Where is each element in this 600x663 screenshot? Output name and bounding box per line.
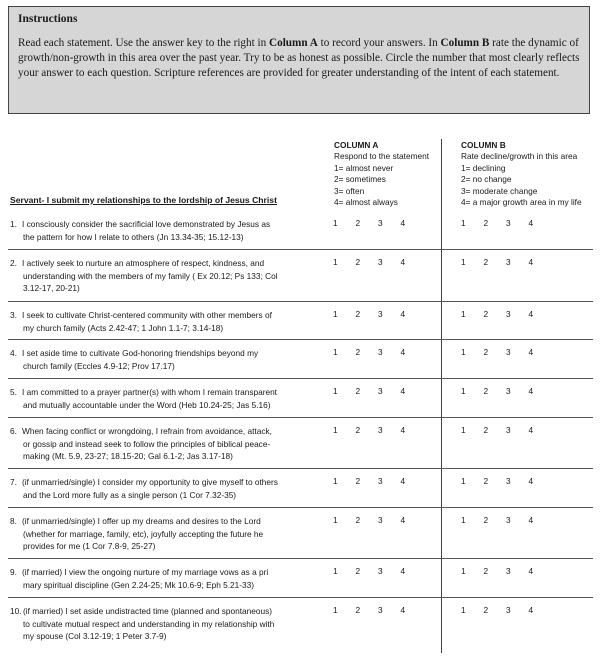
row-divider bbox=[8, 417, 593, 418]
rating-option[interactable]: 2 bbox=[483, 476, 489, 486]
rating-option[interactable]: 1 bbox=[333, 218, 338, 228]
column-a-scale bbox=[333, 566, 423, 576]
question-number: 8. bbox=[10, 516, 17, 526]
rating-option[interactable]: 2 bbox=[483, 309, 489, 319]
question-text: I set aside time to cultivate God-honoring friendships beyond my bbox=[22, 348, 259, 358]
question-line bbox=[10, 605, 310, 618]
instructions-title: Instructions bbox=[18, 13, 78, 25]
question-text: (if married) I view the ongoing nurture of my marriage vows as a pri bbox=[22, 567, 269, 577]
rating-option[interactable]: 4 bbox=[400, 309, 406, 319]
column-divider bbox=[441, 139, 442, 653]
question-text: (if unmarried/single) I offer up my dreams and desires to the Lord bbox=[22, 516, 261, 526]
question-line: 3.12-17, 20-21) bbox=[23, 283, 80, 294]
question-10 bbox=[10, 605, 310, 643]
rating-option[interactable]: 2 bbox=[483, 425, 489, 435]
rating-option[interactable]: 1 bbox=[333, 347, 338, 357]
question-line: or gossip and instead seek to follow the principles of biblical peace- bbox=[23, 438, 271, 449]
column-b-scale bbox=[461, 218, 551, 228]
rating-option[interactable]: 1 bbox=[461, 257, 466, 267]
column-b-line: 4= a major growth area in my life bbox=[461, 197, 582, 208]
rating-option[interactable]: 4 bbox=[400, 605, 406, 615]
rating-option[interactable]: 2 bbox=[483, 386, 489, 396]
row-divider bbox=[8, 378, 593, 379]
question-line: and the Lord more fully as a single person (1 Cor 7.32-35) bbox=[23, 489, 237, 500]
row-divider bbox=[8, 507, 593, 508]
rating-option[interactable]: 1 bbox=[461, 515, 466, 525]
rating-option[interactable]: 4 bbox=[528, 218, 534, 228]
column-a-scale bbox=[333, 347, 423, 357]
rating-option[interactable]: 2 bbox=[355, 386, 361, 396]
question-line: making (Mt. 5.9, 23-27; 18.15-20; Gal 6.1-2; Jas 3.17-18) bbox=[23, 451, 233, 462]
question-number: 5. bbox=[10, 387, 17, 397]
rating-option[interactable]: 3 bbox=[506, 515, 511, 525]
column-a-scale bbox=[333, 425, 423, 435]
column-a-scale bbox=[333, 309, 423, 319]
column-b-header bbox=[461, 140, 582, 208]
column-a-line: 1= almost never bbox=[334, 162, 394, 173]
rating-option[interactable]: 3 bbox=[506, 476, 511, 486]
instructions-text bbox=[18, 36, 580, 81]
column-a-line: 3= often bbox=[334, 185, 365, 196]
rating-option[interactable]: 2 bbox=[355, 605, 361, 615]
question-line: and mutually accountable under the Word (Heb 10.24-25; Jas 5.16) bbox=[23, 399, 271, 410]
question-number: 6. bbox=[10, 426, 17, 436]
rating-option[interactable]: 1 bbox=[333, 257, 338, 267]
question-line: understanding with the members of my family ( Ex 20.12; Ps 133; Col bbox=[23, 270, 278, 281]
rating-option[interactable]: 1 bbox=[461, 347, 466, 357]
question-line bbox=[10, 218, 310, 231]
question-text: When facing conflict or wrongdoing, I refrain from avoidance, attack, bbox=[22, 426, 272, 436]
column-a-line: 2= sometimes bbox=[334, 174, 386, 185]
row-divider bbox=[8, 301, 593, 302]
question-line bbox=[10, 515, 310, 528]
question-line bbox=[10, 347, 310, 360]
rating-option[interactable]: 3 bbox=[506, 386, 511, 396]
question-number: 9. bbox=[10, 567, 17, 577]
row-divider bbox=[8, 249, 593, 250]
rating-option[interactable]: 2 bbox=[355, 257, 361, 267]
rating-option[interactable]: 4 bbox=[400, 566, 406, 576]
column-a-scale bbox=[333, 386, 423, 396]
rating-option[interactable]: 2 bbox=[483, 218, 489, 228]
rating-option[interactable]: 2 bbox=[483, 515, 489, 525]
instructions-text-part: rate the dynamic of growth/non-growth in this area over the past year. Try to be as honest as possible. Circle the number that most clearly reflects your answer to each question. Scripture references are provided for greater understanding of the intent of each statement. bbox=[18, 37, 580, 79]
rating-option[interactable]: 2 bbox=[483, 605, 489, 615]
question-7 bbox=[10, 476, 310, 501]
rating-option[interactable]: 1 bbox=[333, 605, 338, 615]
column-a-scale bbox=[333, 218, 423, 228]
question-text: (if married) I set aside undistracted time (planned and spontaneous) bbox=[23, 606, 273, 616]
rating-option[interactable]: 4 bbox=[400, 257, 406, 267]
question-line: my church family (Acts 2.42-47; 1 John 1.1-7; 3.14-18) bbox=[23, 322, 224, 333]
column-b-title: COLUMN B bbox=[461, 140, 506, 150]
rating-option[interactable]: 1 bbox=[461, 425, 466, 435]
column-b-scale bbox=[461, 476, 551, 486]
column-a-scale bbox=[333, 257, 423, 267]
rating-option[interactable]: 1 bbox=[333, 515, 338, 525]
instructions-text-part: to record your answers. In bbox=[317, 37, 441, 49]
rating-option[interactable]: 2 bbox=[355, 425, 361, 435]
question-line: provides for me (1 Cor 7.8-9, 25-27) bbox=[23, 541, 156, 552]
rating-option[interactable]: 4 bbox=[528, 386, 534, 396]
rating-option[interactable]: 4 bbox=[528, 425, 534, 435]
column-b-scale bbox=[461, 425, 551, 435]
question-line: mary spiritual discipline (Gen 2.24-25; Mk 10.6-9; Eph 5.21-33) bbox=[23, 579, 255, 590]
rating-option[interactable]: 3 bbox=[378, 347, 383, 357]
question-number: 4. bbox=[10, 348, 17, 358]
question-number: 10. bbox=[10, 606, 22, 616]
column-b-line: Rate decline/growth in this area bbox=[461, 151, 578, 162]
column-b-scale bbox=[461, 515, 551, 525]
column-b-line: 2= no change bbox=[461, 174, 512, 185]
rating-option[interactable]: 3 bbox=[506, 257, 511, 267]
question-line bbox=[10, 476, 310, 489]
column-b-scale bbox=[461, 257, 551, 267]
rating-option[interactable]: 4 bbox=[400, 347, 406, 357]
rating-option[interactable]: 4 bbox=[528, 566, 534, 576]
rating-option[interactable]: 2 bbox=[355, 218, 361, 228]
rating-option[interactable]: 1 bbox=[461, 476, 466, 486]
rating-option[interactable]: 4 bbox=[528, 476, 534, 486]
rating-option[interactable]: 3 bbox=[378, 309, 383, 319]
question-text: (if unmarried/single) I consider my opportunity to give myself to others bbox=[22, 477, 278, 487]
column-b-line: 1= declining bbox=[461, 162, 506, 173]
rating-option[interactable]: 3 bbox=[378, 566, 383, 576]
question-line bbox=[10, 386, 310, 399]
rating-option[interactable]: 3 bbox=[506, 566, 511, 576]
rating-option[interactable]: 3 bbox=[506, 347, 511, 357]
rating-option[interactable]: 3 bbox=[506, 309, 511, 319]
rating-option[interactable]: 2 bbox=[355, 515, 361, 525]
question-number: 7. bbox=[10, 477, 17, 487]
rating-option[interactable]: 4 bbox=[528, 347, 534, 357]
rating-option[interactable]: 2 bbox=[355, 566, 361, 576]
rating-option[interactable]: 3 bbox=[378, 218, 383, 228]
question-line bbox=[10, 425, 310, 438]
column-b-scale bbox=[461, 309, 551, 319]
question-8 bbox=[10, 515, 310, 553]
rating-option[interactable]: 2 bbox=[483, 347, 489, 357]
rating-option[interactable]: 4 bbox=[528, 515, 534, 525]
rating-option[interactable]: 3 bbox=[378, 605, 383, 615]
question-line: (whether for marriage, family, etc), joyfully accepting the future he bbox=[23, 528, 264, 539]
rating-option[interactable]: 3 bbox=[378, 257, 383, 267]
rating-option[interactable]: 1 bbox=[333, 309, 338, 319]
column-a-scale bbox=[333, 476, 423, 486]
column-a-title: COLUMN A bbox=[334, 140, 379, 150]
rating-option[interactable]: 1 bbox=[461, 218, 466, 228]
rating-option[interactable]: 1 bbox=[461, 386, 466, 396]
question-line bbox=[10, 566, 310, 579]
question-1 bbox=[10, 218, 310, 243]
question-6 bbox=[10, 425, 310, 463]
question-text: I consciously consider the sacrificial love demonstrated by Jesus as bbox=[22, 219, 271, 229]
rating-option[interactable]: 1 bbox=[461, 605, 466, 615]
section-title: Servant- I submit my relationships to the lordship of Jesus Christ bbox=[10, 195, 277, 205]
column-b-ref: Column B bbox=[440, 37, 490, 49]
question-9 bbox=[10, 566, 310, 591]
column-b-scale bbox=[461, 566, 551, 576]
question-line: to cultivate mutual respect and understanding in my relationship with bbox=[23, 618, 275, 629]
rating-option[interactable]: 3 bbox=[506, 425, 511, 435]
rating-option[interactable]: 1 bbox=[333, 425, 338, 435]
question-text: I seek to cultivate Christ-centered community with other members of bbox=[22, 310, 272, 320]
rating-option[interactable]: 1 bbox=[333, 566, 338, 576]
rating-option[interactable]: 1 bbox=[461, 309, 466, 319]
column-b-line: 3= moderate change bbox=[461, 185, 538, 196]
question-line: my spouse (Col 3.12-19; 1 Peter 3.7-9) bbox=[23, 631, 167, 642]
row-divider bbox=[8, 468, 593, 469]
question-text: I am committed to a prayer partner(s) with whom I remain transparent bbox=[22, 387, 277, 397]
question-5 bbox=[10, 386, 310, 411]
row-divider bbox=[8, 597, 593, 598]
column-a-line: Respond to the statement bbox=[334, 151, 430, 162]
rating-option[interactable]: 2 bbox=[355, 347, 361, 357]
column-b-scale bbox=[461, 347, 551, 357]
column-b-scale bbox=[461, 605, 551, 615]
rating-option[interactable]: 2 bbox=[483, 566, 489, 576]
instructions-text-part: Read each statement. Use the answer key to the right in bbox=[18, 37, 270, 49]
rating-option[interactable]: 3 bbox=[506, 605, 511, 615]
question-3 bbox=[10, 309, 310, 334]
rating-option[interactable]: 4 bbox=[528, 257, 534, 267]
rating-option[interactable]: 4 bbox=[400, 515, 406, 525]
column-a-line: 4= almost always bbox=[334, 197, 398, 208]
question-number: 3. bbox=[10, 310, 17, 320]
rating-option[interactable]: 1 bbox=[333, 386, 338, 396]
question-line bbox=[10, 309, 310, 322]
rating-option[interactable]: 2 bbox=[355, 309, 361, 319]
question-2 bbox=[10, 257, 310, 295]
question-number: 2. bbox=[10, 258, 17, 268]
row-divider bbox=[8, 339, 593, 340]
question-text: I actively seek to nurture an atmosphere of respect, kindness, and bbox=[22, 258, 265, 268]
instructions-box bbox=[8, 6, 590, 114]
row-divider bbox=[8, 558, 593, 559]
rating-option[interactable]: 3 bbox=[378, 515, 383, 525]
rating-option[interactable]: 4 bbox=[400, 386, 406, 396]
question-line: church family (Eccles 4.9-12; Prov 17.17) bbox=[23, 360, 175, 371]
rating-option[interactable]: 3 bbox=[378, 386, 383, 396]
question-number: 1. bbox=[10, 219, 17, 229]
question-line bbox=[10, 257, 310, 270]
rating-option[interactable]: 3 bbox=[506, 218, 511, 228]
question-4 bbox=[10, 347, 310, 372]
rating-option[interactable]: 1 bbox=[333, 476, 338, 486]
question-line: the pattern for how I relate to others (Jn 13.34-35; 15.12-13) bbox=[23, 231, 244, 242]
rating-option[interactable]: 3 bbox=[378, 425, 383, 435]
rating-option[interactable]: 2 bbox=[483, 257, 489, 267]
rating-option[interactable]: 4 bbox=[400, 218, 406, 228]
column-b-scale bbox=[461, 386, 551, 396]
column-a-ref: Column A bbox=[269, 37, 318, 49]
column-a-scale bbox=[333, 515, 423, 525]
rating-option[interactable]: 1 bbox=[461, 566, 466, 576]
column-a-scale bbox=[333, 605, 423, 615]
rating-option[interactable]: 4 bbox=[528, 309, 534, 319]
rating-option[interactable]: 2 bbox=[355, 476, 361, 486]
rating-option[interactable]: 4 bbox=[400, 425, 406, 435]
rating-option[interactable]: 4 bbox=[400, 476, 406, 486]
rating-option[interactable]: 4 bbox=[528, 605, 534, 615]
column-a-header bbox=[334, 140, 429, 208]
rating-option[interactable]: 3 bbox=[378, 476, 383, 486]
